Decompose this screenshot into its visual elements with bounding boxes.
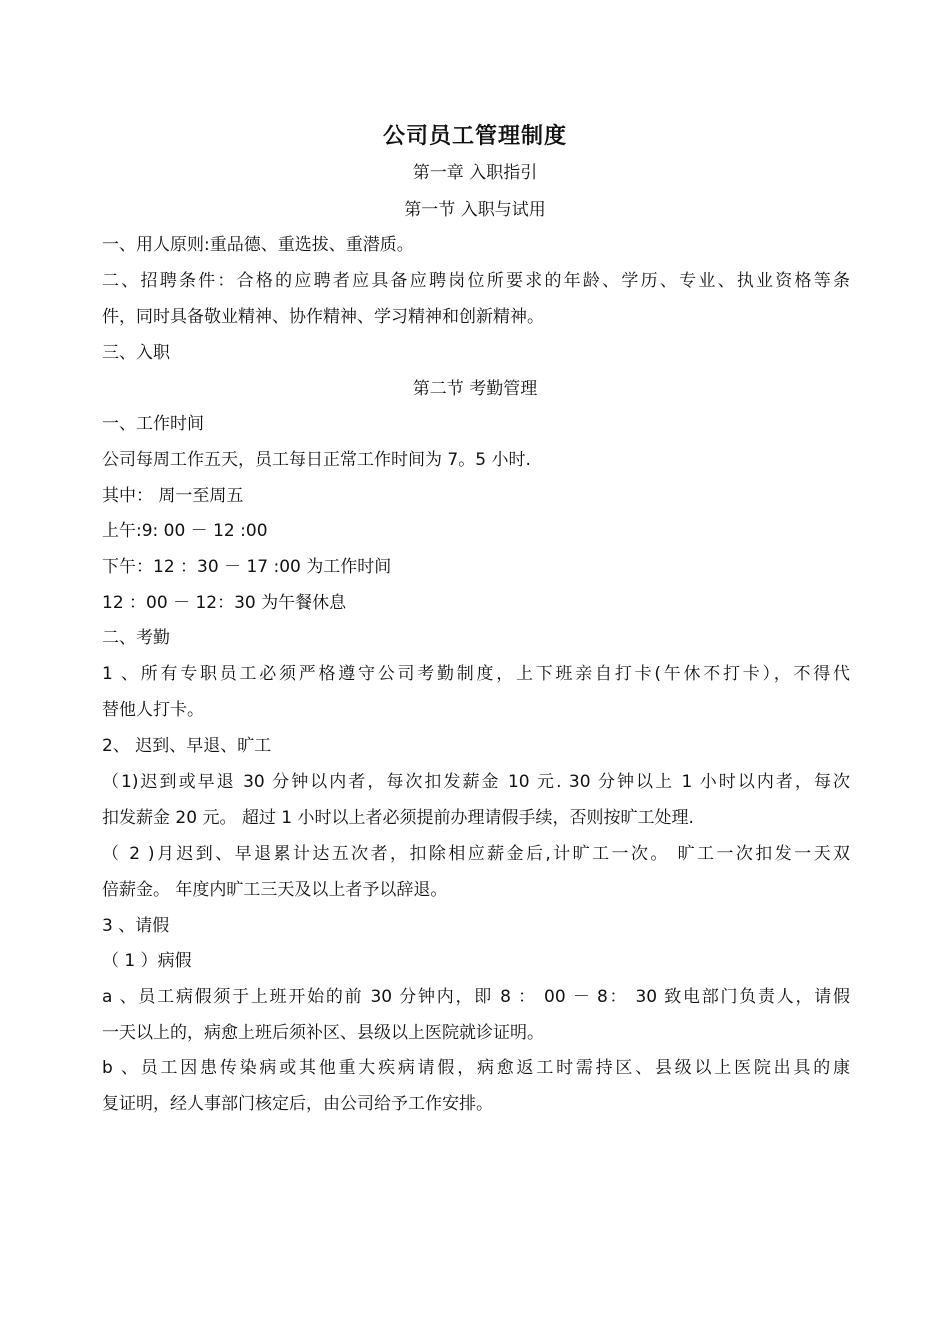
paragraph-line: 一、用人原则:重品德、重选拔、重潜质。: [102, 235, 414, 255]
paragraph-line: 公司每周工作五天，员工每日正常工作时间为 7。5 小时.: [102, 450, 531, 470]
paragraph-line: 件，同时具备敬业精神、协作精神、学习精神和创新精神。: [102, 307, 544, 327]
paragraph-line: b 、员工因患传染病或其他重大疾病请假，病愈返工时需持区、县级以上医院出具的康: [102, 1058, 850, 1078]
paragraph-line: 倍薪金。 年度内旷工三天及以上者予以辞退。: [102, 880, 448, 900]
paragraph-line: 替他人打卡。: [102, 700, 204, 720]
paragraph-line: 其中： 周一至周五: [102, 486, 244, 506]
paragraph-line: a 、员工病假须于上班开始的前 30 分钟内，即 8 ： 00 － 8： 30 致电部门负责人，请假: [102, 987, 850, 1007]
paragraph-line: 二、考勤: [102, 628, 170, 648]
chapter-heading: 第一章 入职指引: [412, 163, 538, 183]
section-heading-1: 第一节 入职与试用: [404, 200, 546, 220]
section-heading-2: 第二节 考勤管理: [412, 379, 538, 399]
paragraph-line: 扣发薪金 20 元。 超过 1 小时以上者必须提前办理请假手续，否则按旷工处理.: [102, 808, 694, 828]
document-title: 公司员工管理制度: [382, 124, 567, 149]
paragraph-line: （ 1 ）病假: [102, 951, 192, 971]
paragraph-line: 下午：12 ：30 － 17 :00 为工作时间: [102, 557, 392, 577]
paragraph-line: （ 2 )月迟到、早退累计达五次者，扣除相应薪金后,计旷工一次。 旷工一次扣发一天双: [102, 844, 850, 864]
paragraph-line: 三、入职: [102, 343, 170, 363]
paragraph-line: 复证明，经人事部门核定后，由公司给予工作安排。: [102, 1094, 493, 1114]
paragraph-line: 二、招聘条件：合格的应聘者应具备应聘岗位所要求的年龄、学历、专业、执业资格等条: [102, 271, 850, 291]
paragraph-line: （1)迟到或早退 30 分钟以内者，每次扣发薪金 10 元. 30 分钟以上 1 小时以内者，每次: [102, 772, 850, 792]
paragraph-line: 3 、请假: [102, 916, 170, 936]
paragraph-line: 一天以上的，病愈上班后须补区、县级以上医院就诊证明。: [102, 1023, 544, 1043]
paragraph-line: 上午:9: 00 － 12 :00: [102, 521, 268, 541]
paragraph-line: 一、工作时间: [102, 414, 204, 434]
paragraph-line: 2、 迟到、早退、旷工: [102, 736, 272, 756]
paragraph-line: 1 、所有专职员工必须严格遵守公司考勤制度，上下班亲自打卡(午休不打卡），不得代: [102, 664, 850, 684]
paragraph-line: 12 ：00 － 12：30 为午餐休息: [102, 593, 347, 613]
